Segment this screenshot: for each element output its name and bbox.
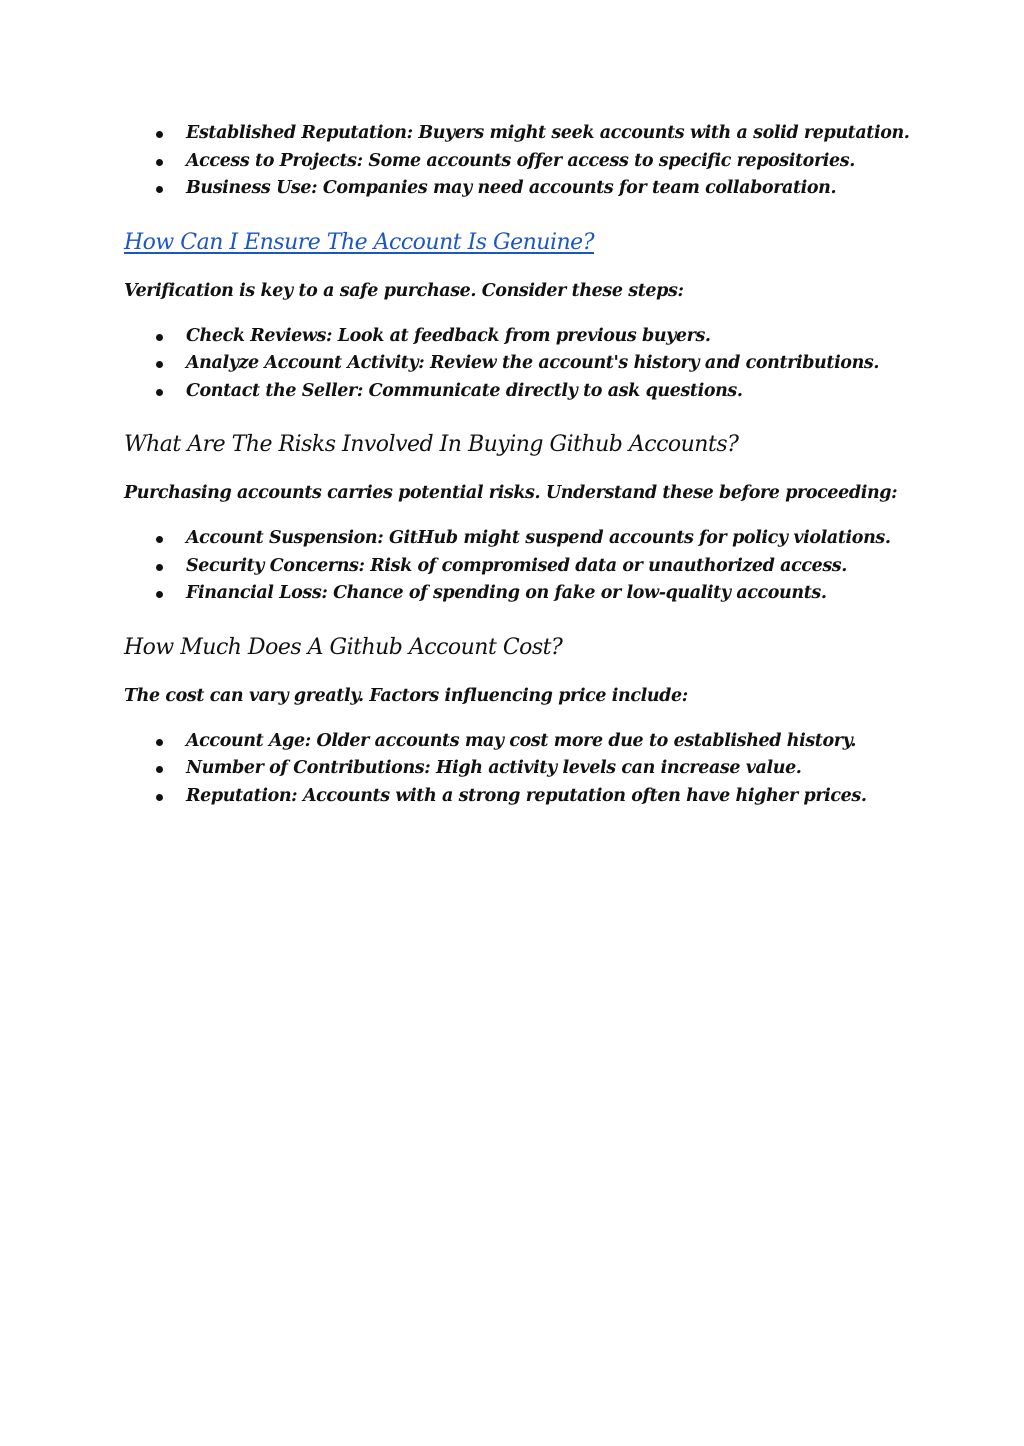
list-item-text: Number of Contributions: High activity levels can increase value. (186, 758, 802, 778)
list-item-text: Account Suspension: GitHub might suspend accounts for policy violations. (186, 528, 891, 548)
bullet-icon (156, 591, 163, 598)
bullet-icon (156, 361, 163, 368)
list-item-text: Access to Projects: Some accounts offer access to specific repositories. (186, 150, 855, 171)
list-item (124, 350, 904, 378)
list-item-text: Account Age: Older accounts may cost more due to established history. (186, 730, 857, 751)
list-item-text: Reputation: Accounts with a strong reputation often have higher prices. (186, 785, 867, 806)
list-item-text: Business Use: Companies may need accounts for team collaboration. (186, 178, 837, 198)
reasons-list (124, 120, 910, 203)
cost-list (124, 728, 904, 811)
bullet-icon (156, 739, 163, 746)
bullet-icon (156, 131, 163, 138)
bullet-icon (156, 536, 163, 543)
risks-intro: Purchasing accounts carries potential risks. Understand these before proceeding: (124, 483, 898, 503)
bullet-icon (156, 186, 163, 193)
list-item-text: Financial Loss: Chance of spending on fake or low-quality accounts. (186, 583, 827, 603)
bullet-icon (156, 794, 163, 801)
bullet-icon (156, 766, 163, 773)
risks-heading: What Are The Risks Involved In Buying Github Accounts? (124, 432, 739, 457)
genuine-list (124, 323, 904, 406)
bullet-icon (156, 389, 163, 396)
bullet-icon (156, 334, 163, 341)
list-item-text: Security Concerns: Risk of compromised data or unauthorized access. (186, 555, 847, 576)
bullet-icon (156, 564, 163, 571)
genuine-heading-link[interactable]: How Can I Ensure The Account Is Genuine? (124, 229, 594, 255)
list-item (124, 755, 904, 783)
list-item-text: Established Reputation: Buyers might seek accounts with a solid reputation. (186, 123, 910, 143)
list-item (124, 175, 904, 203)
bullet-icon (156, 159, 163, 166)
risks-list (124, 525, 904, 608)
cost-heading: How Much Does A Github Account Cost? (124, 634, 563, 660)
list-item (124, 580, 904, 608)
list-item-text: Analyze Account Activity: Review the account's history and contributions. (186, 353, 880, 373)
cost-intro: The cost can vary greatly. Factors influencing price include: (124, 685, 688, 706)
list-item (124, 783, 904, 811)
list-item (124, 120, 910, 148)
list-item-text: Contact the Seller: Communicate directly to ask questions. (186, 380, 743, 401)
list-item (124, 323, 904, 351)
list-item (124, 148, 904, 176)
genuine-intro: Verification is key to a safe purchase. Consider these steps: (124, 280, 684, 301)
list-item (124, 525, 904, 553)
list-item (124, 378, 904, 406)
list-item (124, 553, 904, 581)
list-item (124, 728, 904, 756)
list-item-text: Check Reviews: Look at feedback from previous buyers. (186, 325, 711, 346)
document-page (124, 120, 910, 810)
